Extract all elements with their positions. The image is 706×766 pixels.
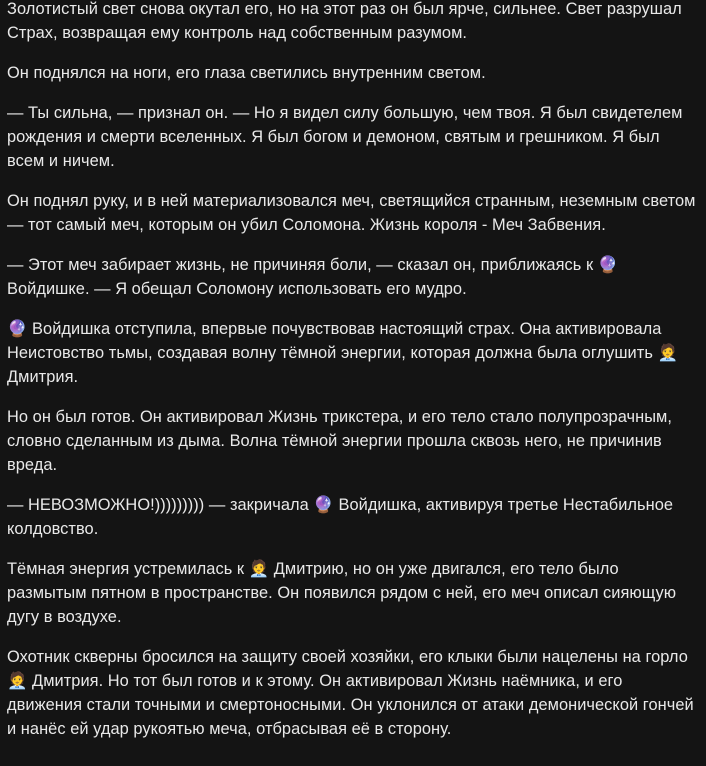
paragraph: — Ты сильна, — признал он. — Но я видел силу большую, чем твоя. Я был свидетелем рождения и смерти вселенных. Я был богом и демоном, святым и грешником. Я был всем и ничем. — [7, 104, 683, 170]
paragraph: Тёмная энергия устремилась к 🧑‍💼 Дмитрию, но он уже двигался, его тело было размытым пятном в пространстве. Он появился рядом с ней, его меч описал сияющую дугу в воздухе. — [7, 560, 677, 626]
paragraph: — НЕВОЗМОЖНО!))))))))) — закричала 🔮 Войдишка, активируя третье Нестабильное колдовство. — [7, 496, 674, 538]
paragraph: Но он был готов. Он активировал Жизнь трикстера, и его тело стало полупрозрачным, словно сделанным из дыма. Волна тёмной энергии прошла сквозь него, не причинив вреда. — [7, 408, 672, 474]
paragraph: — Этот меч забирает жизнь, не причиняя боли, — сказал он, приближаясь к 🔮 Войдишке. — Я обещал Соломону использовать его мудро. — [7, 256, 619, 298]
paragraph: Охотник скверны бросился на защиту своей хозяйки, его клыки были нацелены на горло 🧑‍💼 Дмитрия. Но тот был готов и к этому. Он активировал Жизнь наёмника, и его движения стали точными и смертоносными. Он уклонился от атаки демонической гончей и нанёс ей удар рукоятью меча, отбрасывая её в сторону. — [7, 648, 694, 738]
paragraph: Золотистый свет снова окутал его, но на этот раз он был ярче, сильнее. Свет разрушал Страх, возвращая ему контроль над собственным разумом. — [7, 0, 682, 42]
paragraph: Он поднялся на ноги, его глаза светились внутренним светом. — [7, 64, 486, 82]
paragraph: 🔮 Войдишка отступила, впервые почувствовав настоящий страх. Она активировала Неистовство тьмы, создавая волну тёмной энергии, которая должна была оглушить 🧑‍💼 Дмитрия. — [7, 320, 678, 386]
paragraph: Он поднял руку, и в ней материализовался меч, светящийся странным, неземным светом — тот самый меч, которым он убил Соломона. Жизнь короля - Меч Забвения. — [7, 192, 696, 234]
